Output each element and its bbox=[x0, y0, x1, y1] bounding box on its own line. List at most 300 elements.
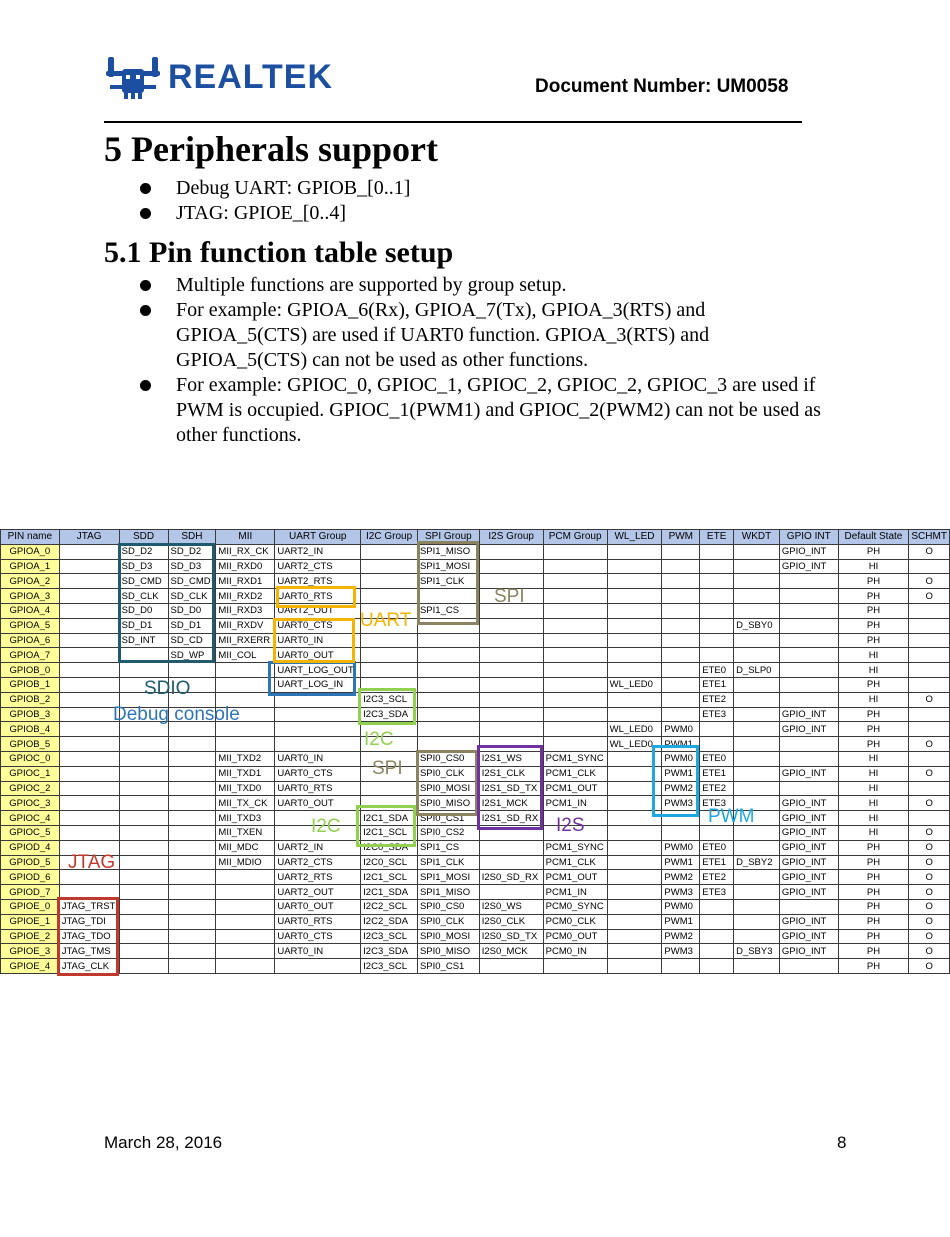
table-cell bbox=[700, 603, 734, 618]
table-cell bbox=[59, 796, 119, 811]
i2s-group-box bbox=[477, 745, 543, 830]
table-cell: PH bbox=[838, 574, 909, 589]
table-cell: UART2_CTS bbox=[275, 559, 361, 574]
i2c3-group-box bbox=[358, 688, 416, 725]
table-cell: O bbox=[909, 855, 950, 870]
table-cell bbox=[275, 737, 361, 752]
table-row bbox=[1, 663, 950, 678]
table-cell bbox=[59, 692, 119, 707]
table-cell: PCM0_CLK bbox=[543, 914, 607, 929]
table-cell bbox=[479, 633, 543, 648]
uart-label: UART bbox=[360, 610, 412, 631]
table-cell bbox=[734, 885, 780, 900]
pin-name-cell: GPIOD_4 bbox=[1, 840, 60, 855]
table-cell bbox=[59, 825, 119, 840]
i2c-lower-label: I2C bbox=[311, 816, 341, 837]
table-cell bbox=[543, 663, 607, 678]
table-cell: GPIO_INT bbox=[779, 825, 838, 840]
table-cell bbox=[59, 618, 119, 633]
pin-name-cell: GPIOB_2 bbox=[1, 692, 60, 707]
table-cell: I2S1_SD_TX bbox=[479, 781, 543, 796]
column-header: WL_LED bbox=[607, 530, 662, 545]
i2s-label: I2S bbox=[556, 815, 585, 836]
table-cell: MII_RXD0 bbox=[216, 559, 275, 574]
table-cell bbox=[119, 944, 168, 959]
table-cell bbox=[168, 840, 216, 855]
pin-name-cell: GPIOA_0 bbox=[1, 544, 60, 559]
table-cell bbox=[361, 633, 418, 648]
table-cell: GPIO_INT bbox=[779, 929, 838, 944]
table-cell bbox=[59, 811, 119, 826]
table-cell bbox=[417, 633, 479, 648]
logo-text: REALTEK bbox=[168, 57, 334, 96]
table-cell bbox=[734, 603, 780, 618]
table-cell bbox=[216, 885, 275, 900]
table-cell: SPI1_MISO bbox=[417, 885, 479, 900]
table-cell: I2C3_SCL bbox=[361, 959, 418, 974]
table-cell bbox=[59, 544, 119, 559]
table-cell bbox=[909, 677, 950, 692]
table-cell bbox=[734, 692, 780, 707]
table-cell bbox=[543, 544, 607, 559]
pin-name-cell: GPIOA_6 bbox=[1, 633, 60, 648]
table-cell: HI bbox=[838, 781, 909, 796]
table-cell bbox=[607, 544, 662, 559]
table-cell bbox=[779, 663, 838, 678]
table-row bbox=[1, 959, 950, 974]
table-cell bbox=[543, 618, 607, 633]
bullet-item: Debug UART: GPIOB_[0..1] bbox=[140, 176, 410, 201]
table-row bbox=[1, 885, 950, 900]
column-header: UART Group bbox=[275, 530, 361, 545]
table-cell bbox=[700, 648, 734, 663]
table-cell: PH bbox=[838, 603, 909, 618]
table-cell bbox=[700, 589, 734, 604]
table-cell: O bbox=[909, 544, 950, 559]
table-cell: PWM1 bbox=[662, 855, 700, 870]
table-cell: SD_D1 bbox=[168, 618, 216, 633]
bullet-item: Multiple functions are supported by group setup. bbox=[140, 273, 840, 298]
table-row bbox=[1, 870, 950, 885]
table-cell bbox=[216, 663, 275, 678]
table-cell: MII_RX_CK bbox=[216, 544, 275, 559]
jtag-label: JTAG bbox=[68, 852, 116, 873]
table-cell: GPIO_INT bbox=[779, 944, 838, 959]
table-cell: UART2_IN bbox=[275, 840, 361, 855]
table-cell: UART0_CTS bbox=[275, 618, 361, 633]
table-cell bbox=[275, 959, 361, 974]
table-cell bbox=[479, 885, 543, 900]
table-cell bbox=[417, 722, 479, 737]
table-cell: PCM1_OUT bbox=[543, 781, 607, 796]
table-cell bbox=[734, 899, 780, 914]
table-cell: HI bbox=[838, 559, 909, 574]
pin-name-cell: GPIOB_3 bbox=[1, 707, 60, 722]
table-cell bbox=[734, 722, 780, 737]
table-cell bbox=[734, 677, 780, 692]
column-header: WKDT bbox=[734, 530, 780, 545]
table-cell: JTAG_TRST bbox=[59, 899, 119, 914]
table-cell bbox=[543, 692, 607, 707]
table-cell bbox=[361, 559, 418, 574]
table-cell bbox=[607, 574, 662, 589]
table-cell bbox=[216, 929, 275, 944]
table-cell bbox=[59, 737, 119, 752]
table-cell: MII_TXEN bbox=[216, 825, 275, 840]
column-header: Default State bbox=[838, 530, 909, 545]
pin-name-cell: GPIOE_4 bbox=[1, 959, 60, 974]
table-cell bbox=[607, 929, 662, 944]
table-cell bbox=[168, 663, 216, 678]
table-cell: JTAG_TDI bbox=[59, 914, 119, 929]
table-cell: SPI0_CS1 bbox=[417, 959, 479, 974]
table-cell bbox=[59, 589, 119, 604]
table-cell bbox=[543, 559, 607, 574]
table-cell: O bbox=[909, 929, 950, 944]
pin-name-cell: GPIOD_7 bbox=[1, 885, 60, 900]
table-cell: UART2_IN bbox=[275, 544, 361, 559]
table-cell: I2C2_SCL bbox=[361, 899, 418, 914]
table-cell bbox=[361, 781, 418, 796]
header-rule bbox=[104, 121, 802, 123]
table-cell: SPI0_CS0 bbox=[417, 899, 479, 914]
table-cell bbox=[479, 648, 543, 663]
table-cell: MII_TXD1 bbox=[216, 766, 275, 781]
table-cell: I2S0_SD_RX bbox=[479, 870, 543, 885]
table-cell bbox=[479, 677, 543, 692]
table-cell: I2C3_SCL bbox=[361, 692, 418, 707]
table-cell: PH bbox=[838, 840, 909, 855]
table-cell bbox=[119, 885, 168, 900]
table-cell: UART_LOG_IN bbox=[275, 677, 361, 692]
table-cell bbox=[909, 722, 950, 737]
table-cell bbox=[479, 544, 543, 559]
table-cell bbox=[662, 559, 700, 574]
table-cell bbox=[543, 633, 607, 648]
table-cell: SPI0_MOSI bbox=[417, 781, 479, 796]
subsection-title: 5.1 Pin function table setup bbox=[104, 236, 454, 269]
table-cell bbox=[168, 944, 216, 959]
uart-group-box bbox=[273, 618, 355, 663]
table-cell: PH bbox=[838, 959, 909, 974]
table-cell: O bbox=[909, 692, 950, 707]
table-cell bbox=[734, 959, 780, 974]
table-cell: GPIO_INT bbox=[779, 559, 838, 574]
table-cell: O bbox=[909, 870, 950, 885]
table-cell: SPI0_CS2 bbox=[417, 825, 479, 840]
table-cell bbox=[119, 781, 168, 796]
table-cell: MII_TXD0 bbox=[216, 781, 275, 796]
table-cell bbox=[168, 751, 216, 766]
table-cell: SD_D2 bbox=[168, 544, 216, 559]
table-cell bbox=[700, 722, 734, 737]
table-cell: PWM3 bbox=[662, 885, 700, 900]
table-cell: I2S1_WS bbox=[479, 751, 543, 766]
table-cell bbox=[662, 692, 700, 707]
column-header: MII bbox=[216, 530, 275, 545]
table-cell: UART2_OUT bbox=[275, 603, 361, 618]
table-cell: SPI1_CLK bbox=[417, 855, 479, 870]
table-cell: UART_LOG_OUT bbox=[275, 663, 361, 678]
table-cell: SD_WP bbox=[168, 648, 216, 663]
pwm-label: PWM bbox=[708, 806, 755, 827]
table-cell bbox=[479, 855, 543, 870]
table-cell bbox=[607, 840, 662, 855]
column-header: ETE bbox=[700, 530, 734, 545]
pin-name-cell: GPIOE_3 bbox=[1, 944, 60, 959]
table-cell bbox=[168, 766, 216, 781]
table-cell: SD_D1 bbox=[119, 618, 168, 633]
table-cell: UART0_IN bbox=[275, 633, 361, 648]
table-cell: MII_COL bbox=[216, 648, 275, 663]
table-cell: PH bbox=[838, 855, 909, 870]
table-cell bbox=[543, 574, 607, 589]
i2c-upper-label: I2C bbox=[364, 729, 394, 750]
table-cell: ETE3 bbox=[700, 796, 734, 811]
table-cell bbox=[59, 766, 119, 781]
table-cell bbox=[700, 559, 734, 574]
i2c1-group-box bbox=[356, 805, 416, 847]
table-cell bbox=[59, 781, 119, 796]
table-cell bbox=[59, 559, 119, 574]
table-cell: HI bbox=[838, 648, 909, 663]
table-cell bbox=[59, 603, 119, 618]
sdio-group-box bbox=[118, 543, 215, 663]
table-cell: SPI1_MISO bbox=[417, 544, 479, 559]
table-cell bbox=[119, 899, 168, 914]
table-cell: O bbox=[909, 914, 950, 929]
column-header: PIN name bbox=[1, 530, 60, 545]
table-cell: I2C0_SDA bbox=[361, 840, 418, 855]
table-cell: JTAG_TMS bbox=[59, 944, 119, 959]
table-cell bbox=[479, 707, 543, 722]
table-cell: O bbox=[909, 959, 950, 974]
column-header: SCHMT bbox=[909, 530, 950, 545]
table-cell bbox=[700, 544, 734, 559]
table-cell: MII_RXERR bbox=[216, 633, 275, 648]
table-cell bbox=[734, 766, 780, 781]
table-cell bbox=[909, 811, 950, 826]
table-cell bbox=[119, 929, 168, 944]
table-cell: HI bbox=[838, 811, 909, 826]
table-cell: ETE2 bbox=[700, 781, 734, 796]
table-cell bbox=[662, 959, 700, 974]
table-cell bbox=[119, 737, 168, 752]
table-cell: WL_LED0 bbox=[607, 677, 662, 692]
table-cell bbox=[779, 603, 838, 618]
table-row bbox=[1, 929, 950, 944]
table-cell: SPI1_MOSI bbox=[417, 559, 479, 574]
table-cell bbox=[168, 899, 216, 914]
table-cell: I2C3_SDA bbox=[361, 707, 418, 722]
table-cell: I2S0_WS bbox=[479, 899, 543, 914]
table-cell bbox=[119, 914, 168, 929]
table-cell: PH bbox=[838, 899, 909, 914]
table-cell: D_SBY2 bbox=[734, 855, 780, 870]
table-cell bbox=[662, 603, 700, 618]
table-cell bbox=[700, 914, 734, 929]
table-cell bbox=[734, 574, 780, 589]
table-cell bbox=[479, 722, 543, 737]
table-row bbox=[1, 677, 950, 692]
realtek-logo bbox=[104, 54, 333, 100]
spi1-label: SPI bbox=[494, 586, 525, 607]
table-cell bbox=[662, 574, 700, 589]
table-cell bbox=[607, 648, 662, 663]
table-cell: PH bbox=[838, 944, 909, 959]
bullet-item: For example: GPIOC_0, GPIOC_1, GPIOC_2, GPIOC_2, GPIOC_3 are used if PWM is occupied. GPIOC_1(PWM1) and GPIOC_2(PWM2) can not be used as other functions. bbox=[140, 373, 840, 448]
table-cell: PH bbox=[838, 914, 909, 929]
pin-name-cell: GPIOB_0 bbox=[1, 663, 60, 678]
table-cell bbox=[700, 618, 734, 633]
column-header: SDH bbox=[168, 530, 216, 545]
table-cell: GPIO_INT bbox=[779, 840, 838, 855]
table-cell: I2S1_SD_RX bbox=[479, 811, 543, 826]
table-row bbox=[1, 855, 950, 870]
table-cell bbox=[479, 559, 543, 574]
table-cell bbox=[779, 618, 838, 633]
table-cell: MII_MDC bbox=[216, 840, 275, 855]
spi1-group-box bbox=[417, 541, 479, 625]
table-cell: I2C2_SDA bbox=[361, 914, 418, 929]
footer-page-number: 8 bbox=[837, 1133, 847, 1152]
table-cell bbox=[119, 663, 168, 678]
table-cell bbox=[543, 707, 607, 722]
table-cell bbox=[119, 840, 168, 855]
table-cell: UART0_IN bbox=[275, 751, 361, 766]
table-cell bbox=[216, 959, 275, 974]
table-cell bbox=[607, 707, 662, 722]
sdio-label: SDIO bbox=[144, 678, 191, 699]
table-cell: PH bbox=[838, 722, 909, 737]
table-cell: SPI0_CLK bbox=[417, 914, 479, 929]
table-cell: I2C0_SCL bbox=[361, 855, 418, 870]
table-cell: ETE3 bbox=[700, 707, 734, 722]
table-cell bbox=[361, 663, 418, 678]
table-cell: PWM0 bbox=[662, 751, 700, 766]
pin-name-cell: GPIOE_0 bbox=[1, 899, 60, 914]
table-cell: PWM2 bbox=[662, 781, 700, 796]
table-cell: MII_TXD2 bbox=[216, 751, 275, 766]
column-header: I2C Group bbox=[361, 530, 418, 545]
column-header: SPI Group bbox=[417, 530, 479, 545]
table-cell bbox=[909, 751, 950, 766]
table-cell bbox=[779, 677, 838, 692]
table-cell bbox=[543, 959, 607, 974]
table-cell: ETE0 bbox=[700, 840, 734, 855]
pin-name-cell: GPIOB_5 bbox=[1, 737, 60, 752]
table-cell: GPIO_INT bbox=[779, 707, 838, 722]
table-cell: O bbox=[909, 840, 950, 855]
table-cell: SD_CMD bbox=[168, 574, 216, 589]
table-cell: I2C1_SDA bbox=[361, 885, 418, 900]
table-cell bbox=[607, 589, 662, 604]
table-cell: ETE1 bbox=[700, 766, 734, 781]
table-cell bbox=[662, 663, 700, 678]
table-cell: GPIO_INT bbox=[779, 796, 838, 811]
pin-name-cell: GPIOC_5 bbox=[1, 825, 60, 840]
table-cell bbox=[662, 677, 700, 692]
table-cell bbox=[779, 781, 838, 796]
table-cell bbox=[119, 825, 168, 840]
table-cell: PWM0 bbox=[662, 722, 700, 737]
table-cell bbox=[543, 603, 607, 618]
table-cell bbox=[59, 751, 119, 766]
table-cell: SD_INT bbox=[119, 633, 168, 648]
table-cell bbox=[779, 589, 838, 604]
table-cell bbox=[216, 899, 275, 914]
table-cell bbox=[909, 648, 950, 663]
table-cell: SD_D0 bbox=[168, 603, 216, 618]
table-cell: UART2_RTS bbox=[275, 574, 361, 589]
table-cell bbox=[700, 574, 734, 589]
pin-name-cell: GPIOE_2 bbox=[1, 929, 60, 944]
table-cell: PWM3 bbox=[662, 944, 700, 959]
table-cell: O bbox=[909, 574, 950, 589]
table-cell: O bbox=[909, 825, 950, 840]
table-cell bbox=[607, 855, 662, 870]
table-cell: GPIO_INT bbox=[779, 914, 838, 929]
column-header: SDD bbox=[119, 530, 168, 545]
table-cell bbox=[119, 766, 168, 781]
table-cell bbox=[168, 737, 216, 752]
table-cell bbox=[59, 663, 119, 678]
section-title: 5 Peripherals support bbox=[104, 129, 439, 169]
table-cell: GPIO_INT bbox=[779, 885, 838, 900]
table-cell: UART0_OUT bbox=[275, 796, 361, 811]
table-cell bbox=[662, 633, 700, 648]
table-cell: PWM0 bbox=[662, 899, 700, 914]
table-cell bbox=[909, 633, 950, 648]
table-cell bbox=[734, 559, 780, 574]
table-cell: I2S0_SD_TX bbox=[479, 929, 543, 944]
pin-name-cell: GPIOA_7 bbox=[1, 648, 60, 663]
table-cell: PH bbox=[838, 544, 909, 559]
table-cell: HI bbox=[838, 796, 909, 811]
table-cell: SD_D3 bbox=[119, 559, 168, 574]
table-cell bbox=[662, 825, 700, 840]
table-cell: SPI0_MISO bbox=[417, 796, 479, 811]
table-cell: PCM0_IN bbox=[543, 944, 607, 959]
table-cell bbox=[607, 959, 662, 974]
table-cell bbox=[119, 796, 168, 811]
table-cell bbox=[168, 796, 216, 811]
table-cell: I2S1_MCK bbox=[479, 796, 543, 811]
table-cell: O bbox=[909, 737, 950, 752]
table-cell bbox=[662, 648, 700, 663]
pin-name-cell: GPIOA_2 bbox=[1, 574, 60, 589]
table-cell bbox=[119, 751, 168, 766]
table-cell bbox=[417, 663, 479, 678]
table-cell: JTAG_TDO bbox=[59, 929, 119, 944]
table-cell bbox=[361, 648, 418, 663]
table-cell: I2C1_SCL bbox=[361, 825, 418, 840]
pin-name-cell: GPIOA_4 bbox=[1, 603, 60, 618]
table-cell: SPI1_CS bbox=[417, 840, 479, 855]
table-cell: SPI0_MISO bbox=[417, 944, 479, 959]
pin-name-cell: GPIOD_5 bbox=[1, 855, 60, 870]
table-cell: PCM1_SYNC bbox=[543, 840, 607, 855]
table-cell bbox=[700, 899, 734, 914]
table-cell: JTAG_CLK bbox=[59, 959, 119, 974]
table-row bbox=[1, 825, 950, 840]
table-cell: I2S0_MCK bbox=[479, 944, 543, 959]
table-cell: PH bbox=[838, 929, 909, 944]
table-cell bbox=[168, 870, 216, 885]
table-cell: SD_CLK bbox=[119, 589, 168, 604]
table-cell bbox=[119, 870, 168, 885]
table-cell: SD_CMD bbox=[119, 574, 168, 589]
